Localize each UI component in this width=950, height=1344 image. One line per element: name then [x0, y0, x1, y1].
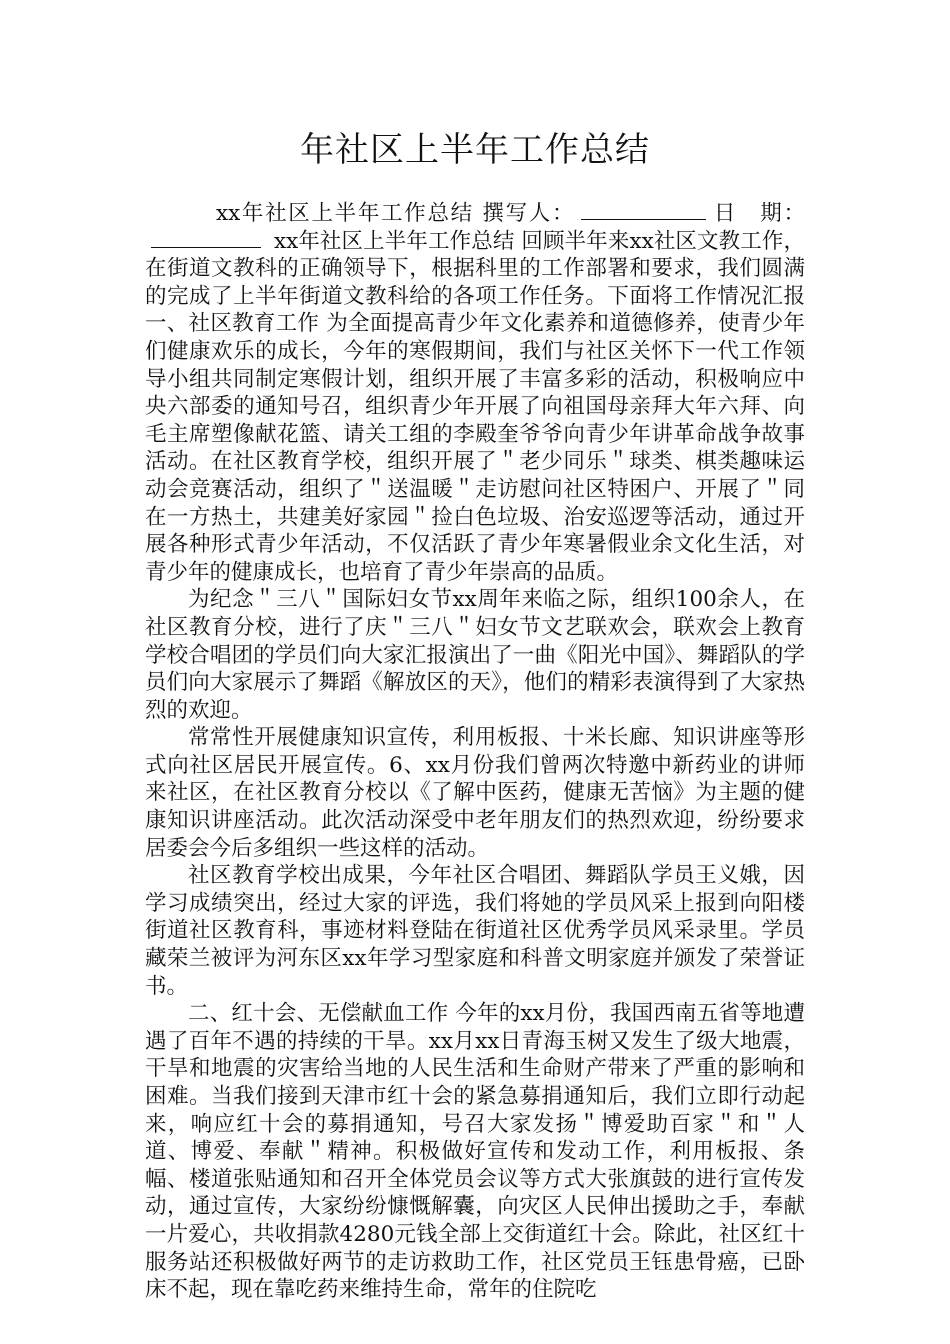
paragraph-womens-day: 为纪念＂三八＂国际妇女节xx周年来临之际，组织100余人，在社区教育分校，进行了庆＂三八＂妇女节文艺联欢会，联欢会上教育学校合唱团的学员们向大家汇报演出了一曲《阳光中国》、舞蹈队的学员们向大家展示了舞蹈《解放区的天》，他们的精彩表演得到了大家热烈的欢迎。	[145, 587, 805, 723]
author-label: 撰写人：	[482, 201, 576, 226]
author-blank	[581, 201, 706, 220]
date-blank	[151, 229, 261, 248]
paragraph-school-achievements: 社区教育学校出成果，今年社区合唱团、舞蹈队学员王义娥，因学习成绩突出，经过大家的评选，我们将她的学员风采上报到向阳楼街道社区教育科，事迹材料登陆在街道社区优秀学员风采录里。学员藏荣兰被评为河东区xx年学习型家庭和科普文明家庭并颁发了荣誉证书。	[145, 863, 805, 999]
doc-name: xx年社区上半年工作总结	[215, 201, 474, 226]
paragraph-health-publicity: 常常性开展健康知识宣传，利用板报、十米长廊、知识讲座等形式向社区居民开展宣传。6、xx月份我们曾两次特邀中新药业的讲师来社区，在社区教育分校以《了解中医药，健康无苦恼》为主题的健康知识讲座活动。此次活动深受中老年朋友们的热烈欢迎，纷纷要求居委会今后多组织一些这样的活动。	[145, 725, 805, 861]
date-label: 日 期：	[712, 201, 805, 226]
document-body	[145, 200, 805, 1304]
intro-text: xx年社区上半年工作总结 回顾半年来xx社区文教工作，在街道文教科的正确领导下，根据科里的工作部署和要求，我们圆满的完成了上半年街道文教科给的各项工作任务。下面将工作情况汇报 一、社区教育工作 为全面提高青少年文化素养和道德修养，使青少年们健康欢乐的成长，今年的寒假期间，我们与社区关怀下一代工作领导小组共同制定寒假计划，组织开展了丰富多彩的活动，积极响应中央六部委的通知号召，组织青少年开展了向祖国母亲拜大年六拜、向毛主席塑像献花篮、请关工组的李殿奎爷爷向青少年讲革命战争故事活动。在社区教育学校，组织开展了＂老少同乐＂球类、棋类趣味运动会竞赛活动，组织了＂送温暖＂走访慰问社区特困户、开展了＂同在一方热土，共建美好家园＂捡白色垃圾、治安巡逻等活动，通过开展各种形式青少年活动，不仅活跃了青少年寒暑假业余文化生活，对青少年的健康成长，也培育了青少年崇高的品质。	[145, 228, 805, 585]
document-title: 年社区上半年工作总结	[300, 130, 650, 170]
intro-paragraph	[145, 200, 805, 586]
paragraph-red-cross: 二、红十会、无偿献血工作 今年的xx月份，我国西南五省等地遭遇了百年不遇的持续的干旱。xx月xx日青海玉树又发生了级大地震，干旱和地震的灾害给当地的人民生活和生命财产带来了严重的影响和困难。当我们接到天津市红十会的紧急募捐通知后，我们立即行动起来，响应红十会的募捐通知，号召大家发扬＂博爱助百家＂和＂人道、博爱、奉献＂精神。积极做好宣传和发动工作，利用板报、条幅、楼道张贴通知和召开全体党员会议等方式大张旗鼓的进行宣传发动，通过宣传，大家纷纷慷慨解囊，向灾区人民伸出援助之手，奉献一片爱心，共收捐款4280元钱全部上交街道红十会。除此，社区红十服务站还积极做好两节的走访救助工作，社区党员王钰患骨癌，已卧床不起，现在靠吃药来维持生命，常年的住院吃	[145, 1001, 805, 1303]
